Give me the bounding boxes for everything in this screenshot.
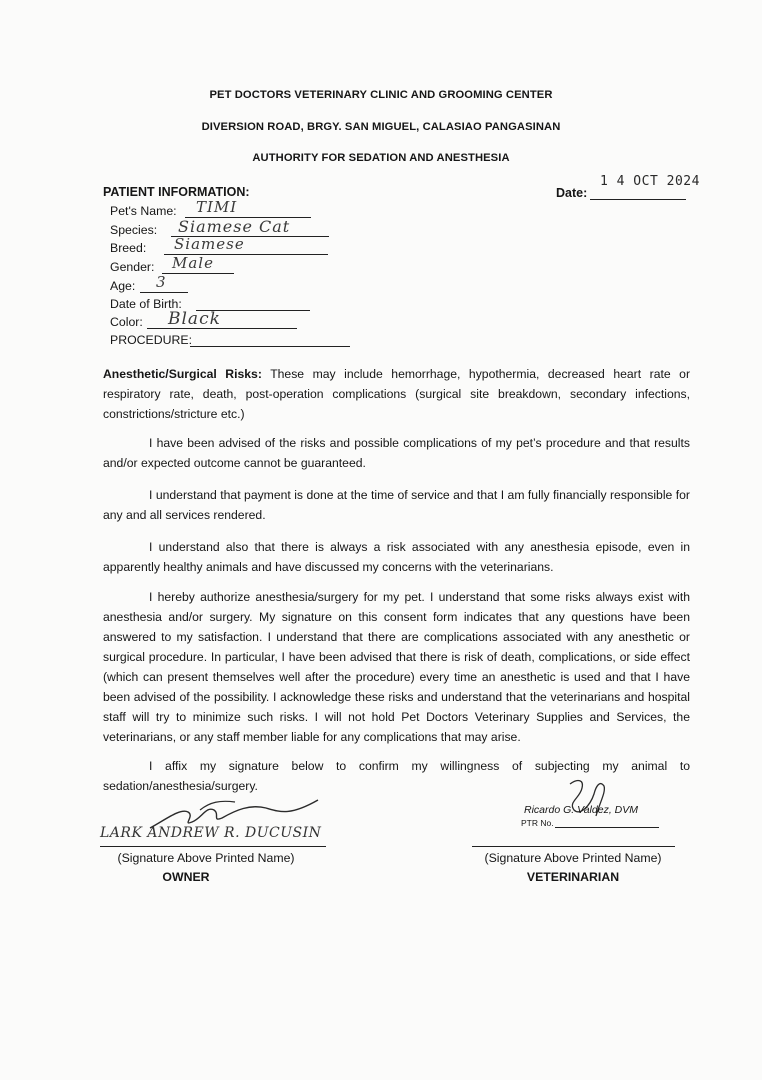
field-age [110, 273, 167, 296]
owner-signature-line [100, 846, 326, 847]
field-label: Breed: [110, 241, 147, 255]
field-value: TIMI [196, 198, 238, 216]
vet-signature-line [472, 846, 675, 847]
field-gender [110, 254, 214, 277]
field-procedure [110, 333, 192, 350]
clinic-name: PET DOCTORS VETERINARY CLINIC AND GROOMING CENTER [209, 89, 553, 101]
field-color [110, 309, 221, 332]
field-value: Male [172, 254, 214, 272]
field-label: Species: [110, 223, 158, 237]
patient-info-heading: PATIENT INFORMATION: [103, 185, 250, 199]
field-value: Black [168, 309, 221, 329]
field-value: Siamese Cat [178, 217, 291, 236]
field-label: Date of Birth: [110, 297, 182, 311]
field-line [140, 292, 188, 293]
field-line [162, 273, 234, 274]
field-label: Color: [110, 315, 143, 329]
paragraph-affix: I affix my signature below to confirm my willingness of subjecting my animal to sedation/anesthesia/surgery. [103, 759, 690, 793]
owner-caption: (Signature Above Printed Name) [117, 851, 295, 865]
risks-text: These may include hemorrhage, hypothermia, decreased heart rate or respiratory rate, death, post-operation complications (surgical site breakdown, secondary infections, constrictions/stricture etc.) [103, 367, 691, 421]
field-label: PROCEDURE: [110, 333, 192, 347]
risks-label: Anesthetic/Surgical Risks: [103, 367, 262, 381]
ptr-line [555, 827, 659, 828]
date-value: 1 4 OCT 2024 [600, 174, 700, 189]
form-title: AUTHORITY FOR SEDATION AND ANESTHESIA [252, 152, 510, 164]
risks-paragraph [103, 364, 690, 424]
clinic-address: DIVERSION ROAD, BRGY. SAN MIGUEL, CALASIAO PANGASINAN [201, 121, 561, 133]
field-label: Pet's Name: [110, 204, 177, 218]
paragraph-advised: I have been advised of the risks and possible complications of my pet’s procedure and that results and/or expected outcome cannot be guaranteed. [103, 436, 690, 470]
ptr-label: PTR No. [521, 818, 554, 828]
field-line [190, 346, 350, 347]
paragraph-authorize: I hereby authorize anesthesia/surgery for my pet. I understand that some risks always exist with anesthesia and/or surgery. My signature on this consent form indicates that any questions have been answered to my satisfaction. I understand that there are complications associated with any anesthetic or surgical procedure. In particular, I have been advised that there is risk of death, complications, or side effect (which can present themselves well after the procedure) every time an anesthetic is used and that I have been advised of the possibility. I acknowledge these risks and understand that the veterinarians and hospital staff will try to minimize such risks. I will not hold Pet Doctors Veterinary Supplies and Services, the veterinarians, or any staff member liable for any complications that may arise. [103, 590, 690, 744]
owner-printed-name: LARK ANDREW R. DUCUSIN [100, 825, 322, 841]
paragraph-payment: I understand that payment is done at the time of service and that I am fully financially responsible for any and all services rendered. [103, 488, 690, 522]
date-label: Date: [556, 186, 588, 200]
paragraph-risk: I understand also that there is always a risk associated with any anesthesia episode, even in apparently healthy animals and have discussed my concerns with the veterinarians. [103, 540, 690, 574]
field-label: Age: [110, 279, 136, 293]
date-line [590, 199, 686, 200]
field-label: Gender: [110, 260, 155, 274]
field-value: 3 [156, 273, 167, 291]
vet-caption: (Signature Above Printed Name) [484, 851, 662, 865]
vet-role: VETERINARIAN [526, 870, 620, 884]
field-breed [110, 235, 245, 258]
owner-role: OWNER [162, 870, 210, 884]
field-pets-name [110, 198, 238, 221]
field-value: Siamese [174, 235, 245, 253]
vet-printed-name: Ricardo G. Valdez, DVM [524, 804, 638, 816]
field-species [110, 217, 291, 240]
